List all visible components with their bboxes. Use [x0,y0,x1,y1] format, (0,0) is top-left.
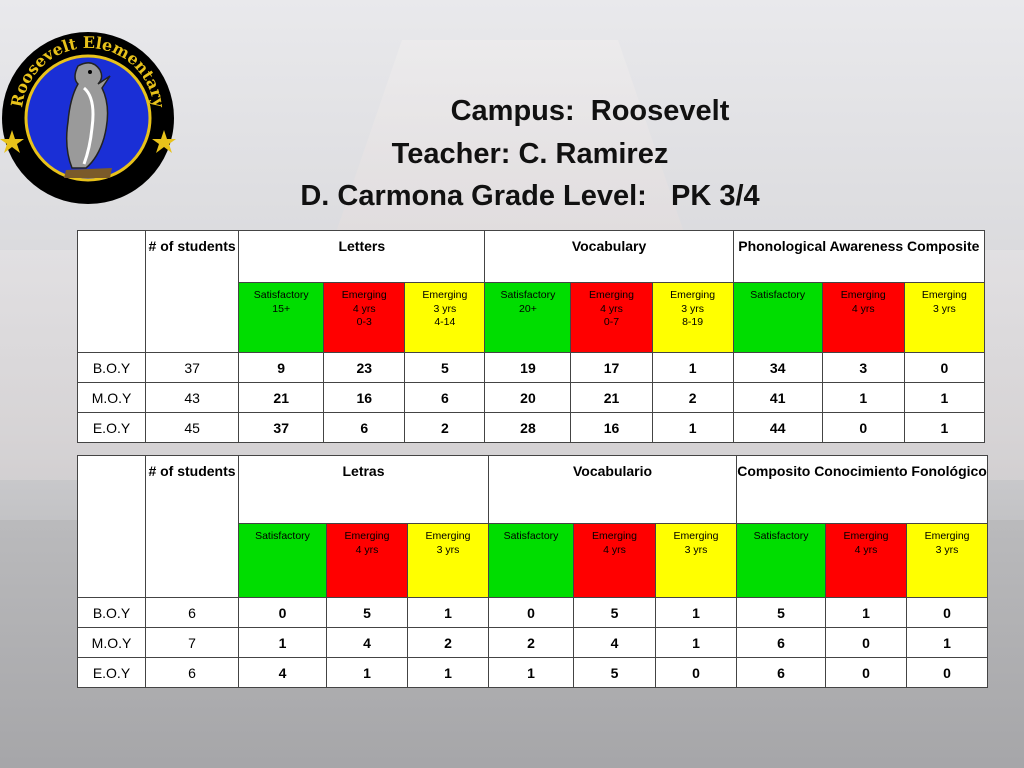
data-cell: 1 [656,598,737,628]
data-cell: 2 [652,383,733,413]
results-table-english [77,230,985,443]
table-row [78,658,988,688]
sub-emerging-4: Emerging 4 yrs [822,283,904,353]
header-phonological: Phonological Awareness Composite [733,231,984,283]
row-label: M.O.Y [78,383,146,413]
results-table-spanish [77,455,988,688]
table-row [78,413,985,443]
data-cell: 2 [489,628,574,658]
student-count: 6 [146,598,239,628]
data-cell: 6 [405,383,485,413]
header-students: # of students [146,456,239,598]
data-cell: 16 [324,383,405,413]
data-cell: 5 [405,353,485,383]
data-cell: 0 [656,658,737,688]
table-row [78,383,985,413]
sub-emerging-3: Emerging 3 yrs [907,524,988,598]
corner-cell [78,231,146,353]
data-cell: 4 [239,658,327,688]
data-cell: 5 [574,598,656,628]
data-cell: 1 [656,628,737,658]
data-cell: 1 [408,658,489,688]
data-cell: 6 [737,658,826,688]
header-vocabulario: Vocabulario [489,456,737,524]
data-cell: 6 [324,413,405,443]
data-cell: 0 [826,658,907,688]
data-cell: 34 [733,353,822,383]
title-teacher: Teacher: C. Ramirez [391,138,669,170]
sub-satisfactory: Satisfactory 15+ [239,283,324,353]
row-label: E.O.Y [78,658,146,688]
data-cell: 4 [327,628,408,658]
row-label: B.O.Y [78,353,146,383]
sub-emerging-4: Emerging 4 yrs [574,524,656,598]
data-cell: 41 [733,383,822,413]
student-count: 6 [146,658,239,688]
sub-satisfactory: Satisfactory [733,283,822,353]
sub-satisfactory: Satisfactory [239,524,327,598]
data-cell: 1 [652,413,733,443]
data-cell: 1 [239,628,327,658]
data-cell: 2 [405,413,485,443]
data-cell: 21 [571,383,652,413]
data-cell: 1 [822,383,904,413]
logo-text: Roosevelt Elementary [7,32,169,109]
table-row [78,598,988,628]
data-cell: 2 [408,628,489,658]
corner-cell [78,456,146,598]
header-composito: Composito Conocimiento Fonológico [737,456,988,524]
data-cell: 37 [239,413,324,443]
sub-emerging-3: Emerging 3 yrs 8-19 [652,283,733,353]
sub-satisfactory: Satisfactory 20+ [485,283,571,353]
header-letters: Letters [239,231,485,283]
school-logo [0,18,176,208]
data-cell: 1 [489,658,574,688]
sub-emerging-4: Emerging 4 yrs [327,524,408,598]
sub-emerging-3: Emerging 3 yrs [904,283,984,353]
sub-satisfactory: Satisfactory [489,524,574,598]
data-cell: 5 [737,598,826,628]
data-cell: 1 [904,413,984,443]
student-count: 37 [146,353,239,383]
sub-emerging-4: Emerging 4 yrs 0-7 [571,283,652,353]
data-cell: 16 [571,413,652,443]
data-cell: 44 [733,413,822,443]
data-cell: 1 [408,598,489,628]
data-cell: 4 [574,628,656,658]
sub-emerging-3: Emerging 3 yrs 4-14 [405,283,485,353]
sub-emerging-4: Emerging 4 yrs [826,524,907,598]
student-count: 43 [146,383,239,413]
table-row [78,353,985,383]
data-cell: 1 [826,598,907,628]
data-cell: 1 [652,353,733,383]
data-cell: 1 [327,658,408,688]
row-label: M.O.Y [78,628,146,658]
data-cell: 19 [485,353,571,383]
data-cell: 0 [907,598,988,628]
data-cell: 1 [907,628,988,658]
data-cell: 0 [489,598,574,628]
data-cell: 0 [822,413,904,443]
data-cell: 3 [822,353,904,383]
row-label: E.O.Y [78,413,146,443]
data-cell: 0 [239,598,327,628]
data-cell: 9 [239,353,324,383]
title-grade-level: D. Carmona Grade Level: PK 3/4 [300,180,760,212]
data-cell: 21 [239,383,324,413]
data-cell: 0 [826,628,907,658]
data-cell: 0 [904,353,984,383]
header-students: # of students [146,231,239,353]
data-cell: 28 [485,413,571,443]
title-campus: Campus: Roosevelt [450,95,730,127]
sub-emerging-4: Emerging 4 yrs 0-3 [324,283,405,353]
header-letras: Letras [239,456,489,524]
sub-emerging-3: Emerging 3 yrs [408,524,489,598]
student-count: 7 [146,628,239,658]
row-label: B.O.Y [78,598,146,628]
data-cell: 1 [904,383,984,413]
sub-satisfactory: Satisfactory [737,524,826,598]
data-cell: 5 [574,658,656,688]
student-count: 45 [146,413,239,443]
table-row [78,628,988,658]
data-cell: 0 [907,658,988,688]
data-cell: 23 [324,353,405,383]
data-cell: 5 [327,598,408,628]
sub-emerging-3: Emerging 3 yrs [656,524,737,598]
header-vocabulary: Vocabulary [485,231,733,283]
data-cell: 20 [485,383,571,413]
data-cell: 6 [737,628,826,658]
data-cell: 17 [571,353,652,383]
